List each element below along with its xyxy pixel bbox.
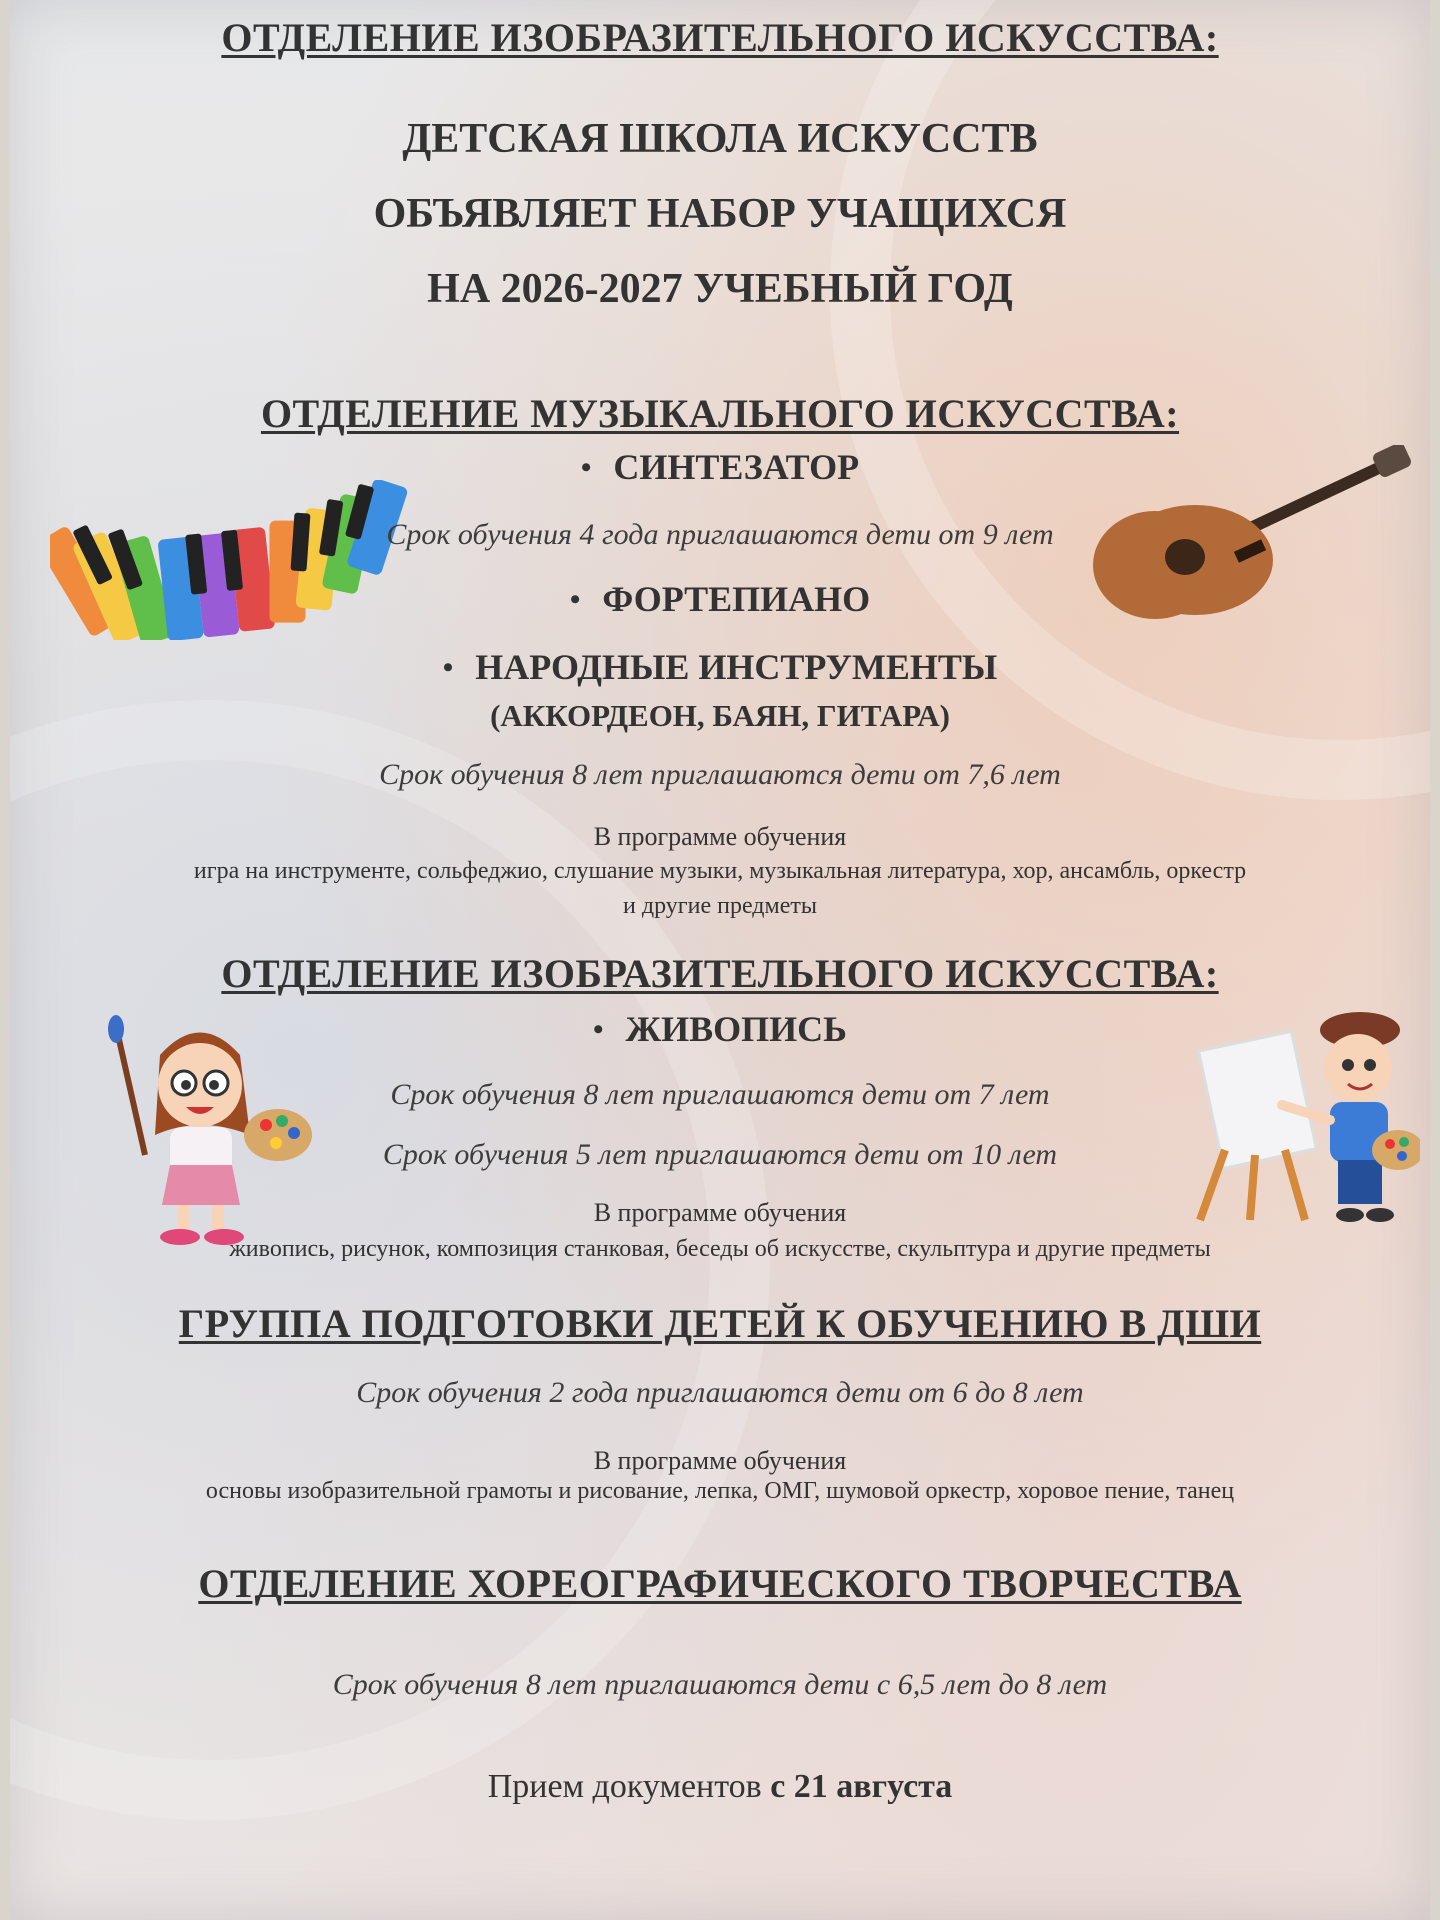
synthesizer-term: Срок обучения 4 года приглашаются дети от 9 лет — [386, 518, 1054, 551]
prep-program-heading: В программе обучения — [593, 1446, 847, 1475]
prep-group-heading: ГРУППА ПОДГОТОВКИ ДЕТЕЙ К ОБУЧЕНИЮ В ДШИ — [178, 1301, 1262, 1346]
art-program-heading: В программе обучения — [593, 1198, 847, 1227]
prep-program-subjects: основы изобразительной грамоты и рисование, лепка, ОМГ, шумовой оркестр, хоровое пение, танец — [205, 1478, 1235, 1504]
school-name-heading: ДЕТСКАЯ ШКОЛА ИСКУССТВ — [402, 116, 1038, 162]
bullet-folk-instruments-label: НАРОДНЫЕ ИНСТРУМЕНТЫ — [475, 647, 998, 687]
bullet-synthesizer: • СИНТЕЗАТОР — [580, 447, 860, 487]
academic-year-heading: НА 2026-2027 УЧЕБНЫЙ ГОД — [427, 266, 1013, 312]
music-program-subjects: игра на инструменте, сольфеджио, слушание музыки, музыкальная литература, хор, ансамбль, оркестр — [193, 858, 1247, 884]
bullet-synthesizer-label: СИНТЕЗАТОР — [613, 447, 860, 487]
header-art-department: ОТДЕЛЕНИЕ ИЗОБРАЗИТЕЛЬНОГО ИСКУССТВА: — [221, 15, 1219, 60]
painting-term-8: Срок обучения 8 лет приглашаются дети от 7 лет — [390, 1078, 1050, 1111]
poster-content — [10, 0, 1430, 1920]
folk-instruments-list: (АККОРДЕОН, БАЯН, ГИТАРА) — [490, 698, 950, 733]
enrollment-heading: ОБЪЯВЛЯЕТ НАБОР УЧАЩИХСЯ — [373, 191, 1067, 237]
bullet-piano: • ФОРТЕПИАНО — [569, 579, 871, 619]
art-program-subjects: живопись, рисунок, композиция станковая, беседы об искусстве, скульптура и другие предметы — [229, 1236, 1211, 1262]
prep-group-term: Срок обучения 2 года приглашаются дети от 6 до 8 лет — [356, 1376, 1084, 1409]
bullet-painting-label: ЖИВОПИСЬ — [625, 1009, 847, 1049]
poster-sheet — [10, 0, 1430, 1920]
bullet-folk-instruments: • НАРОДНЫЕ ИНСТРУМЕНТЫ — [442, 647, 998, 687]
choreography-term: Срок обучения 8 лет приглашаются дети с 6,5 лет до 8 лет — [332, 1668, 1108, 1701]
bullet-painting: • ЖИВОПИСЬ — [593, 1009, 847, 1049]
music-department-heading: ОТДЕЛЕНИЕ МУЗЫКАЛЬНОГО ИСКУССТВА: — [260, 391, 1180, 436]
painting-term-5: Срок обучения 5 лет приглашаются дети от 10 лет — [382, 1138, 1058, 1171]
bullet-piano-label: ФОРТЕПИАНО — [602, 579, 871, 619]
music-program-heading: В программе обучения — [593, 822, 847, 851]
intake-prefix: Прием документов — [487, 1768, 771, 1805]
music-program-other: и другие предметы — [623, 893, 817, 919]
art-department-heading: ОТДЕЛЕНИЕ ИЗОБРАЗИТЕЛЬНОГО ИСКУССТВА: — [221, 951, 1219, 996]
choreography-department-heading: ОТДЕЛЕНИЕ ХОРЕОГРАФИЧЕСКОГО ТВОРЧЕСТВА — [198, 1561, 1242, 1606]
intake-date: с 21 августа — [770, 1768, 953, 1805]
music-term: Срок обучения 8 лет приглашаются дети от 7,6 лет — [379, 758, 1061, 791]
document-intake-notice — [10, 1768, 1430, 1806]
